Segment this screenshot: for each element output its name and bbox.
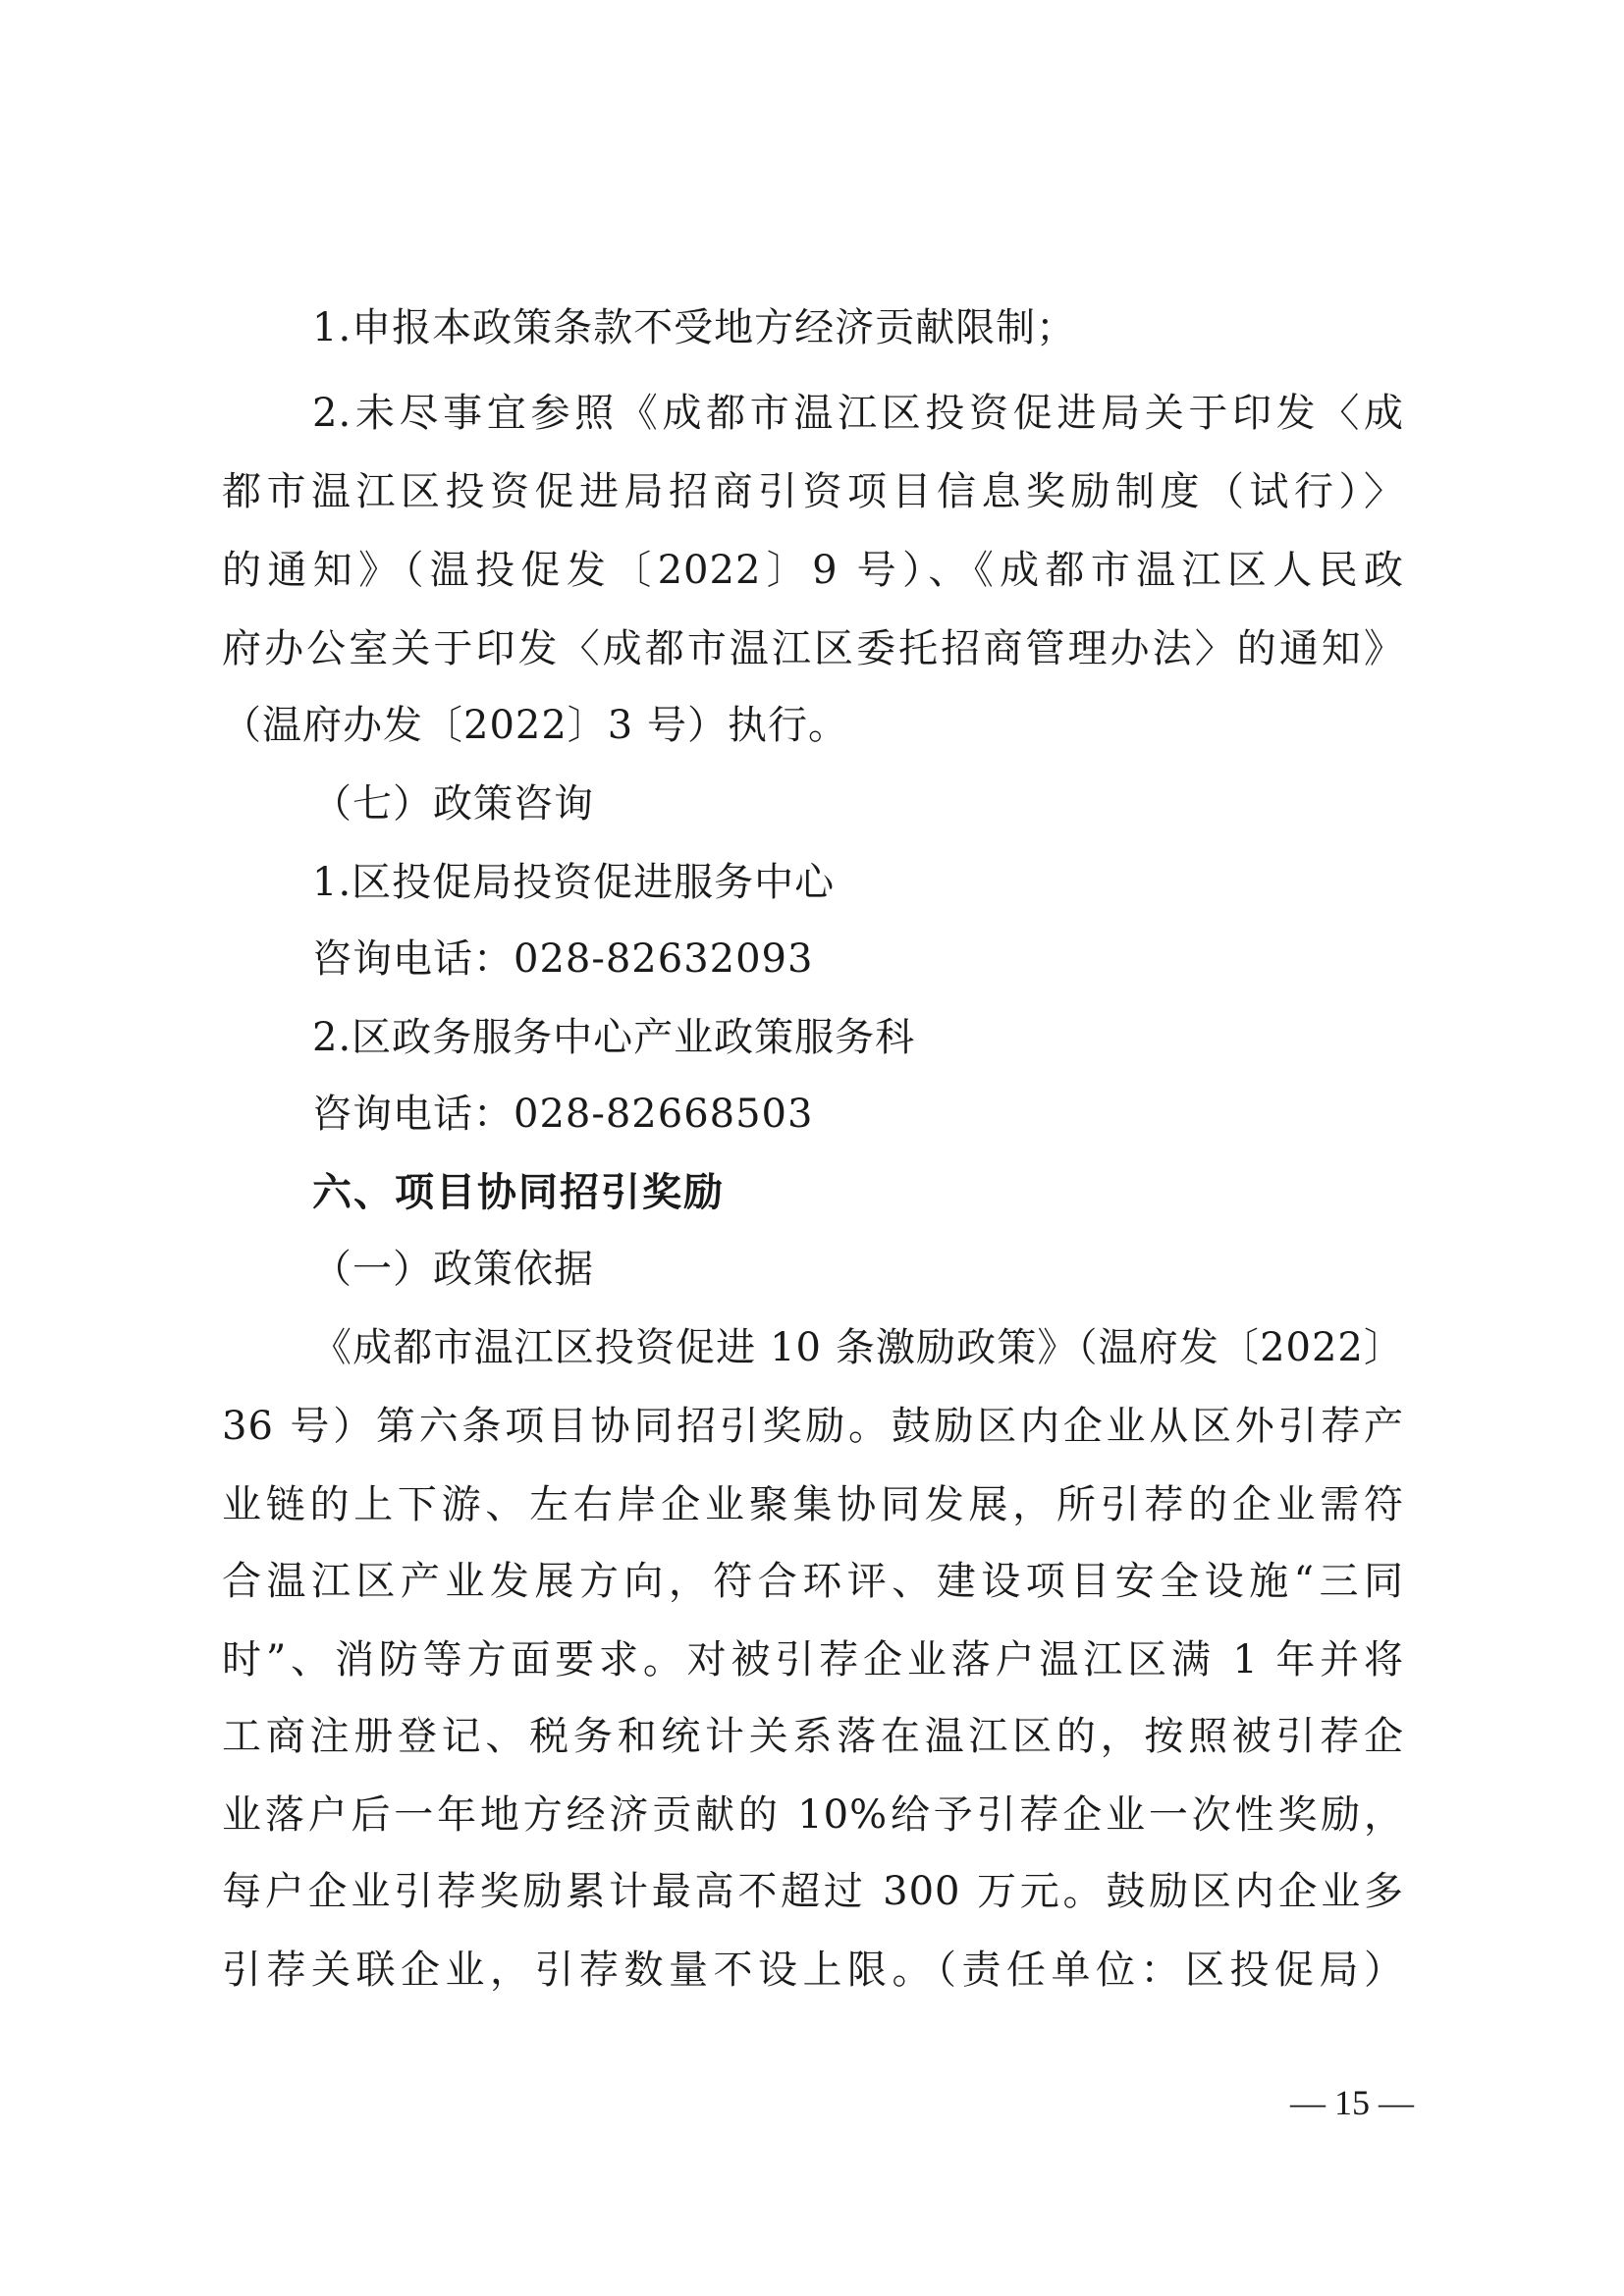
page-number: — 15 — xyxy=(1290,2083,1414,2122)
body-line-3: 都市温江区投资促进局招商引资项目信息奖励制度（试行）〉 xyxy=(222,469,1404,514)
body-line-20: 业落户后一年地方经济贡献的 10%给予引荐企业一次性奖励， xyxy=(222,1792,1404,1838)
body-line-19: 工商注册登记、税务和统计关系落在温江区的，按照被引荐企 xyxy=(222,1714,1404,1759)
body-line-5: 府办公室关于印发〈成都市温江区委托招商管理办法〉的通知》 xyxy=(222,626,1404,671)
body-line-22: 引荐关联企业，引荐数量不设上限。（责任单位：区投促局） xyxy=(222,1948,1404,1993)
section-heading-consultation: （七）政策咨询 xyxy=(312,781,594,827)
consult-phone-2: 咨询电话：028-82668503 xyxy=(312,1092,814,1137)
body-line-1: 1.申报本政策条款不受地方经济贡献限制； xyxy=(312,305,1077,350)
consult-item-2: 2.区政务服务中心产业政策服务科 xyxy=(312,1015,916,1060)
body-line-4: 的通知》（温投促发〔2022〕9 号）、《成都市温江区人民政 xyxy=(222,548,1404,593)
body-line-18: 时”、消防等方面要求。对被引荐企业落户温江区满 1 年并将 xyxy=(222,1637,1404,1682)
body-line-16: 业链的上下游、左右岸企业聚集协同发展，所引荐的企业需符 xyxy=(222,1482,1404,1527)
body-line-6: （温府办发〔2022〕3 号）执行。 xyxy=(222,703,848,748)
body-line-14: 《成都市温江区投资促进 10 条激励政策》（温府发〔2022〕 xyxy=(312,1325,1404,1370)
body-line-2: 2.未尽事宜参照《成都市温江区投资促进局关于印发〈成 xyxy=(312,391,1404,436)
consult-item-1: 1.区投促局投资促进服务中心 xyxy=(312,860,836,905)
body-line-21: 每户企业引荐奖励累计最高不超过 300 万元。鼓励区内企业多 xyxy=(222,1869,1404,1914)
body-line-15: 36 号）第六条项目协同招引奖励。鼓励区内企业从区外引荐产 xyxy=(222,1404,1404,1449)
consult-phone-1: 咨询电话：028-82632093 xyxy=(312,936,814,982)
chapter-heading: 六、项目协同招引奖励 xyxy=(312,1170,725,1215)
section-heading-basis: （一）政策依据 xyxy=(312,1247,594,1292)
body-line-17: 合温江区产业发展方向，符合环评、建设项目安全设施“三同 xyxy=(222,1559,1404,1604)
